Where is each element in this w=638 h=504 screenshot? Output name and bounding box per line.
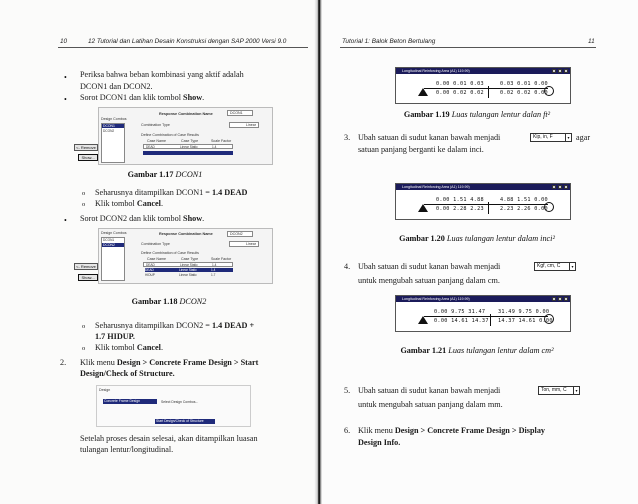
menu-item-start-design-check[interactable]: Start Design/Check of Structure <box>155 419 215 424</box>
fig18-remove-button[interactable]: <- Remove <box>74 263 98 270</box>
design-menu-screenshot <box>96 385 251 427</box>
chevron-down-icon: ▾ <box>573 387 579 394</box>
fig18-col-scale: Scale Factor <box>211 257 232 261</box>
sub-bullet-circle: o <box>82 323 86 330</box>
fig18-combo-type-select[interactable]: Linear <box>229 241 259 247</box>
fig18-list-item-dcon1[interactable]: DCON1 <box>103 238 115 242</box>
bullet1-line1: Periksa bahwa beban kombinasi yang aktif adalah <box>80 70 244 79</box>
roller-support-icon <box>544 86 554 96</box>
sub4-text: Klik tombol Cancel. <box>95 343 164 352</box>
fig21-top-left-values: 0.00 9.75 31.47 <box>434 309 486 315</box>
fig19-top-right-values: 0.03 0.01 0.00 <box>500 81 548 87</box>
bullet-dot: • <box>64 73 67 82</box>
fig18-list-item-dcon2[interactable]: DCON2 <box>102 243 124 247</box>
step4-number: 4. <box>344 262 351 271</box>
fig17-col-type: Case Type <box>181 139 199 143</box>
step2-text-cont: Design/Check of Structure. <box>80 369 175 378</box>
fig18-dialog <box>98 228 273 284</box>
minimize-icon[interactable] <box>552 69 556 73</box>
fig17-show-button[interactable]: Show... <box>78 154 98 161</box>
midspan-marker <box>488 202 489 214</box>
left-page-header: 12 Tutorial dan Latihan Desain Konstruksi dengan SAP 2000 Versi 9.0 <box>88 38 287 45</box>
fig18-edit-row[interactable]: DEAD Linear Static 1.4 <box>143 262 233 267</box>
maximize-icon[interactable] <box>558 185 562 189</box>
design-menu-title[interactable]: Design <box>99 388 111 392</box>
units-select-kgf-cm[interactable]: Kgf, cm, C ▾ <box>534 262 576 271</box>
fig21-beam-line <box>424 316 548 317</box>
minimize-icon[interactable] <box>552 297 556 301</box>
step3-number: 3. <box>344 133 351 142</box>
closing-line1: Setelah proses desain selesai, akan ditampilkan luasan <box>80 434 258 443</box>
fig19-bottom-right-values: 0.02 0.02 0.00 <box>500 90 548 96</box>
step5-line2: untuk mengubah satuan panjang dalam mm. <box>358 400 503 409</box>
step3-after: agar <box>576 133 591 142</box>
midspan-marker <box>488 86 489 98</box>
sub3-text-cont: 1.7 HIDUP. <box>95 332 135 341</box>
closing-line2: tulangan lentur/longitudinal. <box>80 445 174 454</box>
fig20-caption: Gambar 1.20 Luas tulangan lentur dalam inci² <box>399 234 555 243</box>
fig21-bottom-left-values: 0.00 14.61 14.37 <box>434 318 489 324</box>
pin-support-icon <box>418 88 428 96</box>
fig17-combo-type-label: Combination Type <box>141 123 170 127</box>
sub-bullet-circle: o <box>82 190 86 197</box>
fig20-beam-window <box>395 183 571 220</box>
fig17-col-scale: Scale Factor <box>211 139 232 143</box>
fig18-combo-list[interactable] <box>101 237 125 281</box>
step5-number: 5. <box>344 386 351 395</box>
fig21-beam-window <box>395 295 571 332</box>
step6-text-cont: Design Info. <box>358 438 401 447</box>
fig20-top-right-values: 4.88 1.51 0.00 <box>500 197 548 203</box>
fig19-caption: Gambar 1.19 Luas tulangan lentur dalan ft² <box>403 110 551 119</box>
fig17-selected-row[interactable] <box>143 151 233 155</box>
fig19-title-bar: Longitudinal Reinforcing Area (A1) 119.99) <box>396 68 570 74</box>
fig18-combo-type-label: Combination Type <box>141 242 170 246</box>
maximize-icon[interactable] <box>558 69 562 73</box>
fig17-edit-row[interactable]: DEAD Linear Static 1.4 <box>143 144 233 149</box>
step3-line2: satuan panjang berganti ke dalam inci. <box>358 145 484 154</box>
fig21-bottom-right-values: 14.37 14.61 0.00 <box>498 318 553 324</box>
fig20-top-left-values: 0.00 1.51 4.88 <box>436 197 484 203</box>
fig17-remove-button[interactable]: <- Remove <box>74 144 98 151</box>
bullet-dot: • <box>64 216 67 225</box>
roller-support-icon <box>544 202 554 212</box>
step4-line2: untuk mengubah satuan panjang dalam cm. <box>358 276 500 285</box>
fig20-beam-line <box>424 204 548 205</box>
step3-line1: Ubah satuan di sudut kanan bawah menjadi <box>358 133 501 142</box>
fig17-list-label: Design Combos <box>101 117 127 121</box>
step2-number: 2. <box>60 358 67 367</box>
fig17-col-case: Case Name <box>147 139 166 143</box>
fig17-caption: Gambar 1.17 DCON1 <box>127 170 203 179</box>
sub3-text: Seharusnya ditampilkan DCON2 = 1.4 DEAD + <box>95 321 255 330</box>
fig17-name-field[interactable]: DCON1 <box>227 110 253 116</box>
fig17-list-item-dcon2[interactable]: DCON2 <box>103 129 115 133</box>
sub1-text: Seharusnya ditampilkan DCON1 = 1.4 DEAD <box>95 188 248 197</box>
fig20-title-bar: Longitudinal Reinforcing Area (A1) 119.99) <box>396 184 570 190</box>
pin-support-icon <box>418 204 428 212</box>
fig17-define-label: Define Combination of Case Results <box>141 133 199 137</box>
pin-support-icon <box>418 316 428 324</box>
units-select-kip-in[interactable]: Kip, in, F ▾ <box>530 133 572 142</box>
fig19-top-left-values: 0.00 0.01 0.03 <box>436 81 484 87</box>
sub-bullet-circle: o <box>82 201 86 208</box>
units-select-ton-mm[interactable]: Ton, mm, C ▾ <box>538 386 580 395</box>
fig18-list-label: Design Combos <box>101 231 127 235</box>
fig18-dialog-title: Response Combination Name <box>159 232 213 236</box>
fig18-caption: Gambar 1.18 DCON2 <box>131 297 207 306</box>
fig18-name-field[interactable]: DCON2 <box>227 231 253 237</box>
left-page-number: 10 <box>60 38 68 45</box>
fig17-combo-type-select[interactable]: Linear <box>229 122 259 128</box>
step4-line1: Ubah satuan di sudut kanan bawah menjadi <box>358 262 501 271</box>
close-icon[interactable] <box>564 185 568 189</box>
fig19-bottom-left-values: 0.00 0.02 0.02 <box>436 90 484 96</box>
fig21-caption: Gambar 1.21 Luas tulangan lentur dalam cm² <box>400 346 554 355</box>
step5-line1: Ubah satuan di sudut kanan bawah menjadi <box>358 386 501 395</box>
menu-item-concrete-frame-design[interactable]: Concrete Frame Design <box>103 399 157 404</box>
fig17-combo-list[interactable] <box>101 123 125 163</box>
close-icon[interactable] <box>564 69 568 73</box>
sub-bullet-circle: o <box>82 345 86 352</box>
fig17-dialog-title: Response Combination Name <box>159 112 213 116</box>
step2-text: Klik menu Design > Concrete Frame Design > Start <box>80 358 259 367</box>
menu-item-select-design-combos[interactable]: Select Design Combos... <box>161 400 199 404</box>
roller-support-icon <box>544 314 554 324</box>
fig20-bottom-right-values: 2.23 2.26 0.00 <box>500 206 548 212</box>
fig19-beam-line <box>424 88 548 89</box>
fig18-show-button[interactable]: Show... <box>78 274 98 281</box>
fig21-top-right-values: 31.49 9.75 0.00 <box>498 309 550 315</box>
bullet3-text: Sorot DCON2 dan klik tombol Show. <box>80 214 205 223</box>
close-icon[interactable] <box>564 297 568 301</box>
bullet-dot: • <box>64 95 67 104</box>
minimize-icon[interactable] <box>552 185 556 189</box>
right-page-number: 11 <box>588 38 595 45</box>
fig18-row-hidup[interactable]: HIDUP Linear Static 1.7 <box>145 273 216 277</box>
left-header-rule <box>58 47 308 48</box>
chevron-down-icon: ▾ <box>565 134 571 141</box>
fig18-col-type: Case Type <box>181 257 199 261</box>
bullet1-line2: DCON1 dan DCON2. <box>80 82 153 91</box>
left-page <box>0 0 316 504</box>
fig18-row-dead[interactable]: DEAD Linear Static 1.4 <box>145 268 233 272</box>
bullet2-text: Sorot DCON1 dan klik tombol Show. <box>80 93 205 102</box>
chevron-down-icon: ▾ <box>569 263 575 270</box>
sub2-text: Klik tombol Cancel. <box>95 199 164 208</box>
fig17-list-item-dcon1[interactable]: DCON1 <box>102 124 124 128</box>
step6-number: 6. <box>344 426 351 435</box>
fig21-title-bar: Longitudinal Reinforcing Area (A1) 119.99) <box>396 296 570 302</box>
right-header-rule <box>340 47 596 48</box>
right-page-header: Tutorial 1: Balok Beton Bertulang <box>342 38 436 45</box>
step6-text: Klik menu Design > Concrete Frame Design > Display <box>358 426 546 435</box>
fig17-dialog <box>98 107 273 165</box>
fig18-col-case: Case Name <box>147 257 166 261</box>
fig18-define-label: Define Combination of Case Results <box>141 251 199 255</box>
fig20-bottom-left-values: 0.00 2.28 2.23 <box>436 206 484 212</box>
midspan-marker <box>490 314 491 326</box>
fig19-beam-window <box>395 67 571 104</box>
maximize-icon[interactable] <box>558 297 562 301</box>
